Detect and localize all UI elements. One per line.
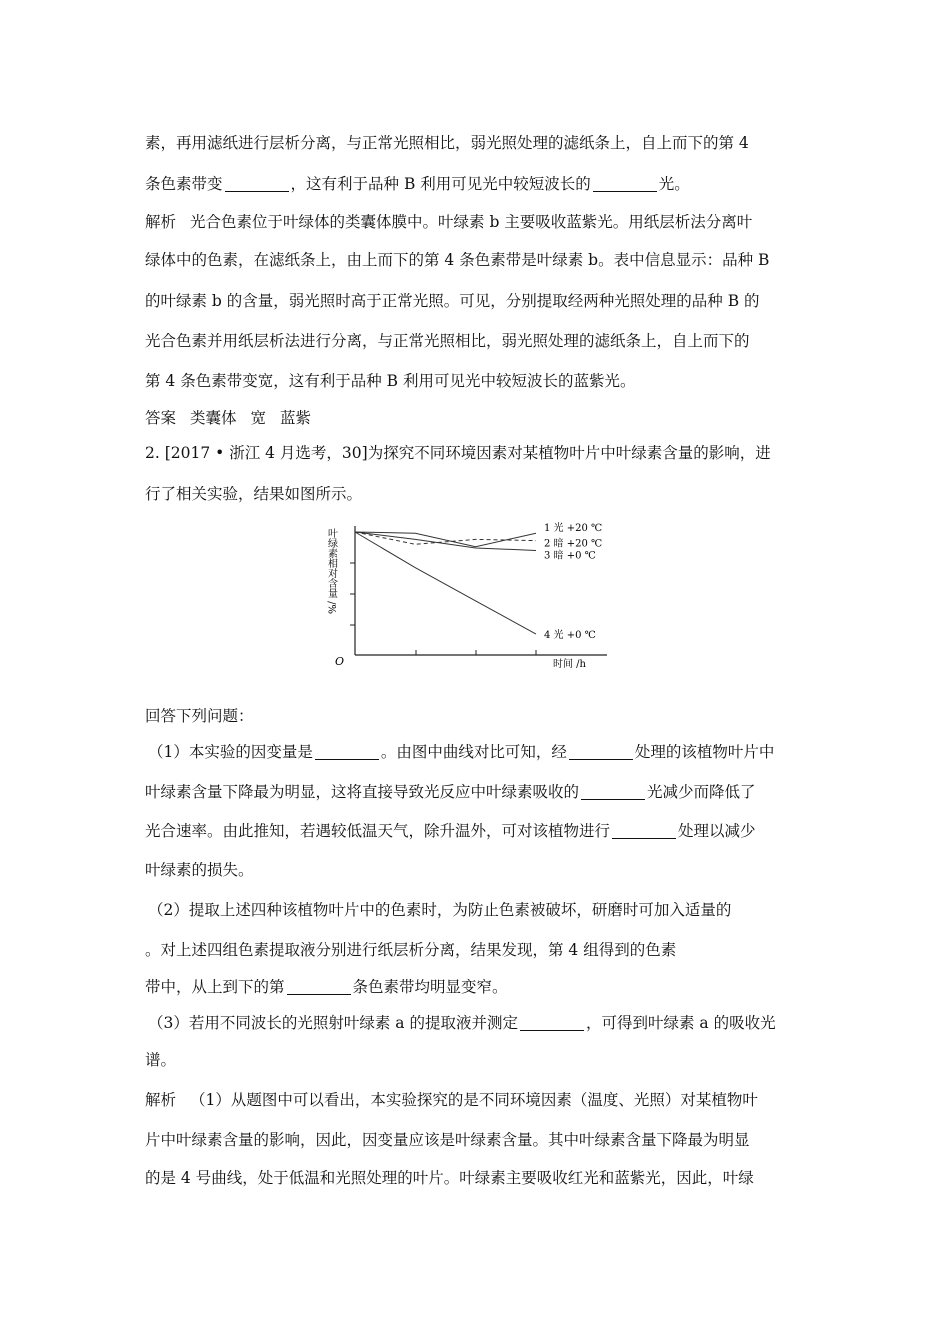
y-axis-label: 叶绿素相对含量 /% [325,528,337,615]
question-line: （3）若用不同波长的光照射叶绿素 a 的提取液并测定 ，可得到叶绿素 a 的吸收光 [148,1014,776,1032]
text-line: 片中叶绿素含量的影响，因此，因变量应该是叶绿素含量。其中叶绿素含量下降最为明显 [145,1131,750,1149]
x-axis-label: 时间 /h [553,659,586,670]
text-line: 。对上述四组色素提取液分别进行纸层析分离，结果发现，第 4 组得到的色素 [145,941,677,959]
answer-blank [315,744,379,761]
text-line: 的是 4 号曲线，处于低温和光照处理的叶片。叶绿素主要吸收红光和蓝紫光，因此，叶绿 [145,1169,754,1187]
answer-label: 答案 [145,409,177,427]
answer-blank [520,1015,584,1032]
question-line: 2. [2017 • 浙江 4 月选考，30]为探究不同环境因素对某植物叶片中叶绿素含量的影响，进 [145,444,771,462]
series-label-2: 2 暗 +20 ℃ [544,538,603,550]
question-line: 行了相关实验，结果如图所示。 [145,485,363,503]
text-line: 光合速率。由此推知，若遇较低温天气，除升温外，可对该植物进行 处理以减少 [145,822,756,840]
answer-blank [612,823,676,840]
series-line-2 [355,532,536,544]
text-line: 光合色素并用纸层析法进行分离，与正常光照相比，弱光照处理的滤纸条上，自上而下的 [145,332,750,350]
answer-blank [225,176,289,193]
text-line: 谱。 [145,1051,177,1069]
question-line: （1）本实验的因变量是 。由图中曲线对比可知，经 处理的该植物叶片中 [148,743,775,761]
chlorophyll-chart [325,518,625,673]
origin-label: O [335,655,345,668]
text-line: 回答下列问题： [145,707,254,725]
text-line: 条色素带变 ，这有利于品种 B 利用可见光中较短波长的 光。 [145,175,690,193]
answer-line: 答案 类囊体 宽 蓝紫 [145,409,312,427]
series-line-4 [355,532,536,634]
text-line: 素，再用滤纸进行层析分离，与正常光照相比，弱光照处理的滤纸条上，自上而下的第 4 [145,134,749,152]
text-line: 第 4 条色素带变宽，这有利于品种 B 利用可见光中较短波长的蓝紫光。 [145,372,636,390]
series-line-1 [355,532,536,547]
question-line: （2）提取上述四种该植物叶片中的色素时，为防止色素被破坏，研磨时可加入适量的 [148,901,732,919]
text-line: 绿体中的色素，在滤纸条上，由上而下的第 4 条色素带是叶绿素 b。表中信息显示：品种 B [145,251,770,269]
answer-blank [593,176,657,193]
analysis-line: 解析 （1）从题图中可以看出，本实验探究的是不同环境因素（温度、光照）对某植物叶 [145,1091,758,1109]
text-line: 叶绿素含量下降最为明显，这将直接导致光反应中叶绿素吸收的 光减少而降低了 [145,783,756,801]
answer-blank [569,744,633,761]
series-label-4: 4 光 +0 ℃ [544,630,596,642]
text-line: 叶绿素的损失。 [145,861,254,879]
answer-blank [287,979,351,996]
text-line: 带中，从上到下的第 条色素带均明显变窄。 [145,978,508,996]
analysis-line: 解析 光合色素位于叶绿体的类囊体膜中。叶绿素 b 主要吸收蓝紫光。用纸层析法分离叶 [145,213,753,231]
analysis-label: 解析 [145,1091,177,1109]
text-line: 的叶绿素 b 的含量，弱光照时高于正常光照。可见，分别提取经两种光照处理的品种 B 的 [145,292,760,310]
series-label-3: 3 暗 +0 ℃ [544,550,596,562]
series-group [355,521,602,641]
analysis-label: 解析 [145,213,177,231]
answer-blank [581,784,645,801]
series-label-1: 1 光 +20 ℃ [544,523,603,535]
